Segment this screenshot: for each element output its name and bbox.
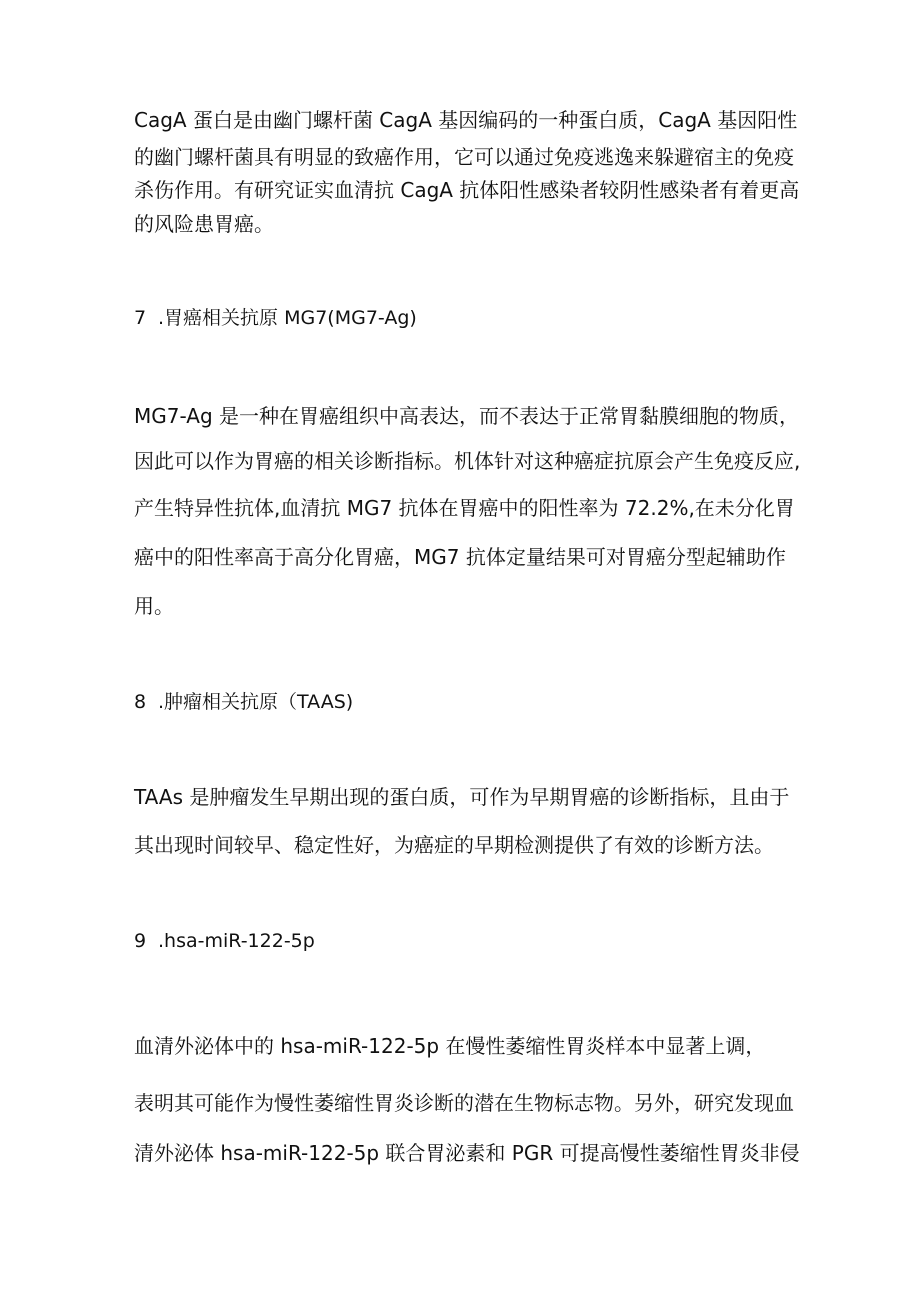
text-line: CagA 蛋白是由幽门螺杆菌 CagA 基因编码的一种蛋白质，CagA 基因阳性 <box>134 108 798 132</box>
section-heading-8 <box>134 690 353 714</box>
section-number: 9 <box>134 930 147 952</box>
section-title: .胃癌相关抗原 MG7(MG7-Ag) <box>158 307 417 329</box>
text-line: 血清外泌体中的 hsa-miR-122-5p 在慢性萎缩性胃炎样本中显著上调， <box>134 1034 766 1058</box>
text-line: 表明其可能作为慢性萎缩性胃炎诊断的潜在生物标志物。另外，研究发现血 <box>134 1091 794 1115</box>
text-line: 的风险患胃癌。 <box>134 212 274 236</box>
text-line: TAAs 是肿瘤发生早期出现的蛋白质，可作为早期胃癌的诊断指标，且由于 <box>134 785 790 809</box>
text-line: 癌中的阳性率高于高分化胃癌，MG7 抗体定量结果可对胃癌分型起辅助作 <box>134 545 786 569</box>
text-line: 清外泌体 hsa-miR-122-5p 联合胃泌素和 PGR 可提高慢性萎缩性胃炎非侵 <box>134 1141 800 1165</box>
section-heading-9 <box>134 929 315 953</box>
text-line: 杀伤作用。有研究证实血清抗 CagA 抗体阳性感染者较阴性感染者有着更高 <box>134 178 800 202</box>
text-line: 用。 <box>134 594 174 618</box>
text-line: MG7-Ag 是一种在胃癌组织中高表达，而不表达于正常胃黏膜细胞的物质， <box>134 404 799 428</box>
section-heading-7 <box>134 306 417 330</box>
text-line: 产生特异性抗体,血清抗 MG7 抗体在胃癌中的阳性率为 72.2%,在未分化胃 <box>134 496 795 520</box>
section-title: .hsa-miR-122-5p <box>158 930 315 952</box>
text-line: 的幽门螺杆菌具有明显的致癌作用，它可以通过免疫逃逸来躲避宿主的免疫 <box>134 145 794 169</box>
text-line: 因此可以作为胃癌的相关诊断指标。机体针对这种癌症抗原会产生免疫反应, <box>134 449 801 473</box>
section-number: 8 <box>134 691 147 713</box>
text-line: 其出现时间较早、稳定性好，为癌症的早期检测提供了有效的诊断方法。 <box>134 833 774 857</box>
section-number: 7 <box>134 307 147 329</box>
section-title: .肿瘤相关抗原（TAAS) <box>158 691 354 713</box>
